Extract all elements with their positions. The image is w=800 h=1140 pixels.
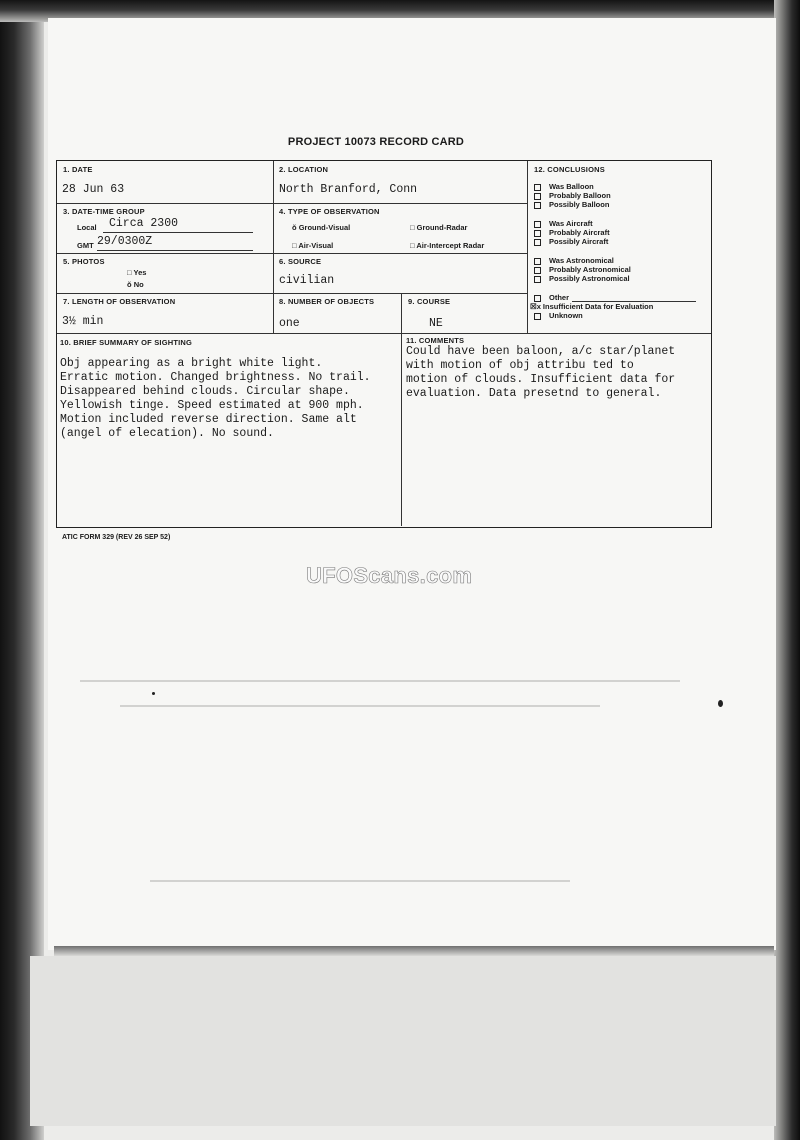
- course-label: 9. COURSE: [408, 297, 451, 306]
- location-cell: [274, 161, 528, 204]
- record-card-form: [56, 160, 712, 528]
- conclusion-insufficient-data: [530, 302, 653, 311]
- conclusion-text: Was Astronomical: [549, 256, 614, 265]
- ground-radar-option: [410, 223, 467, 232]
- observation-type-label: 4. TYPE OF OBSERVATION: [279, 207, 380, 216]
- photos-yes-option: [127, 268, 146, 277]
- photos-no-text: No: [133, 280, 144, 289]
- conclusion-was-astronomical: [534, 256, 614, 265]
- scan-edge-right: [774, 0, 800, 1140]
- photos-yes-checkbox: □: [127, 268, 132, 277]
- air-visual-checkbox: □: [292, 241, 297, 250]
- conclusions-cell: [528, 161, 711, 334]
- conclusion-possibly-balloon: [534, 200, 609, 209]
- bleed-through-line: [120, 705, 600, 707]
- photos-yes-text: Yes: [133, 268, 147, 277]
- source-cell: [274, 254, 528, 294]
- comments-label: 11. COMMENTS: [406, 336, 465, 345]
- local-time-value: Circa 2300: [109, 217, 179, 230]
- air-intercept-radar-text: Air-Intercept Radar: [416, 241, 485, 250]
- checkbox-icon: [534, 221, 541, 228]
- conclusion-text: Probably Astronomical: [549, 265, 631, 274]
- date-cell: [57, 161, 274, 204]
- conclusion-possibly-astronomical: [534, 274, 630, 283]
- length-of-observation-label: 7. LENGTH OF OBSERVATION: [63, 297, 176, 306]
- summary-line: Obj appearing as a bright white light.: [60, 357, 323, 370]
- checkbox-icon: [534, 239, 541, 246]
- date-label: 1. DATE: [63, 165, 93, 174]
- conclusion-text: Was Balloon: [549, 182, 594, 191]
- photos-no-mark: ŏ: [127, 280, 132, 289]
- summary-line: Disappeared behind clouds. Circular shape.: [60, 385, 350, 398]
- source-label: 6. SOURCE: [279, 257, 322, 266]
- local-underline: [103, 232, 253, 233]
- insufficient-data-mark: ☒x: [530, 302, 541, 311]
- course-cell: [402, 294, 528, 334]
- summary-line: Erratic motion. Changed brightness. No trail.: [60, 371, 371, 384]
- checkbox-icon: [534, 202, 541, 209]
- photos-no-option: [127, 280, 144, 289]
- comment-line: evaluation. Data presetnd to general.: [406, 387, 662, 400]
- checkbox-icon: [534, 258, 541, 265]
- conclusion-other: [534, 293, 696, 302]
- ground-visual-mark: ŏ: [292, 223, 297, 232]
- air-visual-option: [292, 241, 333, 250]
- comment-line: motion of clouds. Insufficient data for: [406, 373, 676, 386]
- conclusion-text: Insufficient Data for Evaluation: [542, 302, 654, 311]
- summary-line: Yellowish tinge. Speed estimated at 900 mph.: [60, 399, 364, 412]
- comments-text: [406, 345, 675, 401]
- date-time-group-cell: [57, 204, 274, 254]
- conclusion-text: Probably Balloon: [549, 191, 611, 200]
- length-of-observation-value: 3½ min: [62, 315, 104, 328]
- source-value: civilian: [279, 274, 335, 287]
- form-identifier: ATIC FORM 329 (REV 26 SEP 52): [62, 534, 171, 541]
- checkbox-icon: [534, 295, 541, 302]
- number-of-objects-value: one: [279, 317, 300, 330]
- summary-line: (angel of elecation). No sound.: [60, 427, 274, 440]
- scan-speck: [718, 700, 723, 707]
- location-label: 2. LOCATION: [279, 165, 329, 174]
- number-of-objects-label: 8. NUMBER OF OBJECTS: [279, 297, 375, 306]
- sheet-bottom-shadow: [54, 946, 774, 956]
- checkbox-icon: [534, 184, 541, 191]
- gmt-label: GMT: [77, 241, 94, 250]
- conclusion-was-aircraft: [534, 219, 593, 228]
- gmt-time-value: 29/0300Z: [97, 235, 153, 248]
- conclusion-unknown: [534, 311, 583, 320]
- summary-line: Motion included reverse direction. Same alt: [60, 413, 357, 426]
- checkbox-icon: [534, 313, 541, 320]
- bleed-through-line: [80, 680, 680, 682]
- ground-visual-text: Ground-Visual: [298, 223, 351, 232]
- conclusion-text: Probably Aircraft: [549, 228, 610, 237]
- brief-summary-label: 10. BRIEF SUMMARY OF SIGHTING: [60, 338, 193, 347]
- air-intercept-radar-option: [410, 241, 484, 250]
- ground-radar-text: Ground-Radar: [416, 223, 468, 232]
- ground-visual-option: [292, 223, 350, 232]
- conclusion-possibly-aircraft: [534, 237, 608, 246]
- air-intercept-radar-checkbox: □: [410, 241, 415, 250]
- brief-summary-text: [60, 357, 371, 441]
- comment-line: with motion of obj attribu ted to: [406, 359, 634, 372]
- conclusion-probably-astronomical: [534, 265, 631, 274]
- observation-type-cell: [274, 204, 528, 254]
- date-time-group-label: 3. DATE-TIME GROUP: [63, 207, 145, 216]
- comments-cell: [402, 334, 711, 526]
- photos-cell: [57, 254, 274, 294]
- comment-line: Could have been baloon, a/c star/planet: [406, 345, 676, 358]
- conclusion-text: Possibly Astronomical: [549, 274, 630, 283]
- gmt-underline: [97, 250, 253, 251]
- conclusion-text: Possibly Aircraft: [549, 237, 609, 246]
- conclusion-text: Was Aircraft: [549, 219, 593, 228]
- course-value: NE: [429, 317, 443, 330]
- ground-radar-checkbox: □: [410, 223, 415, 232]
- checkbox-icon: [534, 193, 541, 200]
- checkbox-icon: [534, 230, 541, 237]
- scan-speck: [152, 692, 155, 695]
- conclusion-text: Possibly Balloon: [549, 200, 610, 209]
- air-visual-text: Air-Visual: [298, 241, 334, 250]
- brief-summary-cell: [57, 334, 402, 526]
- location-value: North Branford, Conn: [279, 183, 418, 196]
- conclusion-probably-balloon: [534, 191, 611, 200]
- bleed-through-line: [150, 880, 570, 882]
- watermark: UFOScans.com: [306, 563, 473, 588]
- conclusion-text: Other: [549, 293, 570, 302]
- photos-label: 5. PHOTOS: [63, 257, 105, 266]
- conclusion-was-balloon: [534, 182, 594, 191]
- length-of-observation-cell: [57, 294, 274, 334]
- number-of-objects-cell: [274, 294, 402, 334]
- conclusion-probably-aircraft: [534, 228, 610, 237]
- date-value: 28 Jun 63: [62, 183, 125, 196]
- lower-page-area: [30, 956, 776, 1126]
- conclusions-label: 12. CONCLUSIONS: [534, 165, 605, 174]
- checkbox-icon: [534, 267, 541, 274]
- card-title: PROJECT 10073 RECORD CARD: [287, 136, 465, 148]
- checkbox-icon: [534, 276, 541, 283]
- conclusion-text: Unknown: [549, 311, 583, 320]
- local-label: Local: [77, 223, 97, 232]
